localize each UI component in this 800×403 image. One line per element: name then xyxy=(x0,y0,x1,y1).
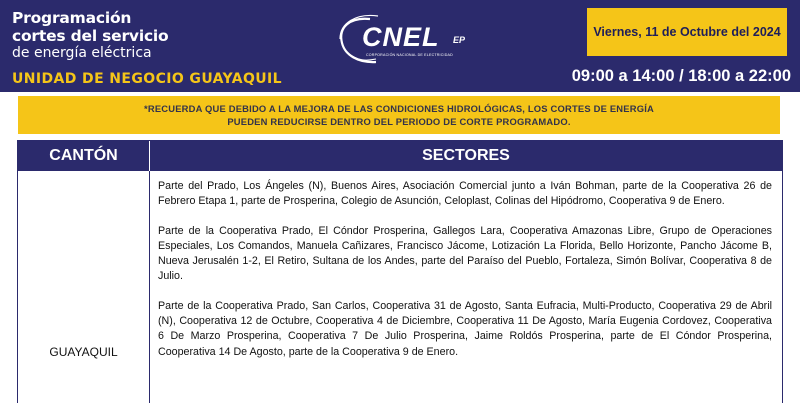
sector-paragraph: Parte del Prado, Los Ángeles (N), Buenos Aires, Asociación Comercial junto a Iván Bohman, parte de la Cooperativa 26 de Febrero Etapa 1, parte de Prosperina, Colegio de Asunción, Celoplast, Colinas del Hipódromo, Cooperativa 9 de Enero. xyxy=(158,180,772,208)
notice-line-2: PUEDEN REDUCIRSE DENTRO DEL PERIODO DE CORTE PROGRAMADO. xyxy=(227,116,571,127)
table-header xyxy=(18,141,782,171)
canton-cell: GUAYAQUIL xyxy=(49,345,118,359)
column-header-canton: CANTÓN xyxy=(49,147,118,164)
notice-line-1: *RECUERDA QUE DEBIDO A LA MEJORA DE LAS CONDICIONES HIDROLÓGICAS, LOS CORTES DE ENERGÍA xyxy=(144,103,654,114)
title-line-1: Programación xyxy=(12,9,132,27)
notice-banner xyxy=(18,96,780,134)
sector-paragraph: Parte de la Cooperativa Prado, San Carlos, Cooperativa 31 de Agosto, Santa Eufracia, Multi-Producto, Cooperativa 29 de Abril (N), Cooperativa 12 de Octubre, Cooperativa 4 de Diciembre, Cooperativa 11 De Agosto, María Eugenia Cordovez, Cooperativa 6 De Marzo Prosperina, Cooperativa 7 De Julio Prosperina, Jaime Roldós Prosperina, parte de El Cóndor Prosperina, Cooperativa 14 De Agosto, parte de la Cooperativa 9 de Enero. xyxy=(158,299,772,358)
cnel-logo xyxy=(336,13,486,67)
sectores-cell xyxy=(158,179,772,374)
title-line-3: de energía eléctrica xyxy=(12,45,152,61)
column-divider xyxy=(149,171,150,403)
header-banner xyxy=(0,0,800,92)
logo-wordmark: CNEL xyxy=(362,22,440,52)
column-header-sectores: SECTORES xyxy=(149,141,782,171)
business-unit-label: UNIDAD DE NEGOCIO GUAYAQUIL xyxy=(12,71,282,87)
date-box xyxy=(587,8,787,56)
logo-subtitle: CORPORACIÓN NACIONAL DE ELECTRICIDAD xyxy=(366,53,453,57)
outage-table xyxy=(17,140,783,403)
logo-suffix: EP xyxy=(453,35,466,45)
date-label: Viernes, 11 de Octubre del 2024 xyxy=(593,25,781,39)
title-line-2: cortes del servicio xyxy=(12,27,169,45)
sector-paragraph: Parte de la Cooperativa Prado, El Cóndor Prosperina, Gallegos Lara, Cooperativa Amazonas Libre, Grupo de Operaciones Especiales, Los Comandos, Manuela Cañizares, Francisco Jácome, Lotización La Florida, Bello Horizonte, Pancho Jácome B, Nueva Jerusalén 1-2, El Retiro, Sultana de los Andes, parte del Paraíso del Pueblo, Fortaleza, Simón Bolívar, Cooperativa 8 de Julio. xyxy=(158,224,772,283)
schedule-hours: 09:00 a 14:00 / 18:00 a 22:00 xyxy=(571,67,791,85)
